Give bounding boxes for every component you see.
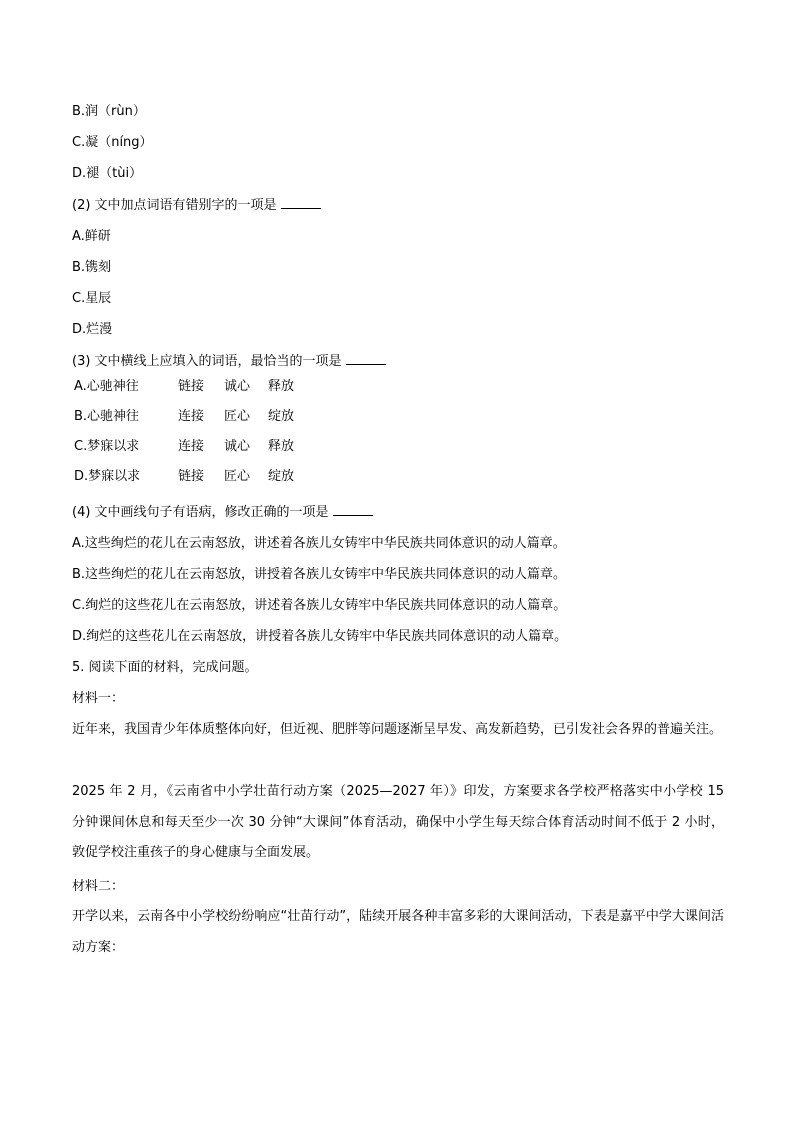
option-word-2: 诚心 <box>224 379 251 394</box>
answer-blank <box>333 514 373 516</box>
option-label: C.梦寐以求 <box>74 439 140 454</box>
material-2-title: 材料二： <box>72 879 125 894</box>
option-word-3: 释放 <box>268 379 295 394</box>
option-word-1: 连接 <box>178 409 205 424</box>
q4-4-option-b: B.这些绚烂的花儿在云南怒放，讲授着各族儿女铸牢中华民族共同体意识的动人篇章。 <box>72 567 567 582</box>
option-word-3: 绽放 <box>268 409 295 424</box>
q4-2-option-d: D.烂漫 <box>72 322 113 337</box>
option-word-2: 匠心 <box>224 469 251 484</box>
option-word-2: 诚心 <box>224 439 251 454</box>
q4-4-option-c: C.绚烂的这些花儿在云南怒放，讲述着各族儿女铸牢中华民族共同体意识的动人篇章。 <box>72 598 567 613</box>
option-label: B.心驰神往 <box>74 409 140 424</box>
q4-2-stem <box>72 198 321 214</box>
answer-blank <box>281 207 321 209</box>
q4-4-option-d: D.绚烂的这些花儿在云南怒放，讲授着各族儿女铸牢中华民族共同体意识的动人篇章。 <box>72 629 568 644</box>
q4-4-option-a: A.这些绚烂的花儿在云南怒放，讲述着各族儿女铸牢中华民族共同体意识的动人篇章。 <box>72 536 566 551</box>
q4-2-stem-text: (2) 文中加点词语有错别字的一项是 <box>72 198 277 213</box>
q4-2-option-c: C.星辰 <box>72 291 112 306</box>
q4-1-option-b: B.润（rùn） <box>72 104 146 119</box>
q4-3-stem <box>72 354 386 370</box>
material-1-paragraph-1: 近年来，我国青少年体质整体向好，但近视、肥胖等问题逐渐呈早发、高发新趋势，已引发社会各界的普遍关注。 <box>72 722 723 737</box>
q4-2-option-a: A.鲜研 <box>72 229 111 244</box>
material-1-paragraph-2: 2025 年 2 月，《云南省中小学壮苗行动方案（2025—2027 年）》印发，方案要求各学校严格落实中小学校 15 分钟课间休息和每天至少一次 30 分钟“大课间”体育活动，确保中小学生每天综合体育活动时间不低于 2 小时，敦促学校注重孩子的身心健康与全面发展。 <box>72 784 724 860</box>
option-word-1: 链接 <box>178 469 205 484</box>
q4-4-stem-text: (4) 文中画线句子有语病，修改正确的一项是 <box>72 505 329 520</box>
q4-4-stem <box>72 505 373 521</box>
option-word-1: 连接 <box>178 439 205 454</box>
option-word-3: 绽放 <box>268 469 295 484</box>
option-label: A.心驰神往 <box>74 379 139 394</box>
q4-3-stem-text: (3) 文中横线上应填入的词语，最恰当的一项是 <box>72 354 342 369</box>
q4-1-option-d: D.褪（tùi） <box>72 166 143 181</box>
option-word-1: 链接 <box>178 379 205 394</box>
q4-2-option-b: B.镌刻 <box>72 260 112 275</box>
option-label: D.梦寐以求 <box>74 469 141 484</box>
option-word-2: 匠心 <box>224 409 251 424</box>
q4-1-option-c: C.凝（níng） <box>72 135 153 150</box>
answer-blank <box>346 363 386 365</box>
material-2-paragraph-1: 开学以来，云南各中小学校纷纷响应“壮苗行动”，陆续开展各种丰富多彩的大课间活动，下表是嘉平中学大课间活动方案： <box>72 909 724 955</box>
q5-stem: 5. 阅读下面的材料，完成问题。 <box>72 660 258 675</box>
material-1-title: 材料一： <box>72 691 125 706</box>
option-word-3: 释放 <box>268 439 295 454</box>
